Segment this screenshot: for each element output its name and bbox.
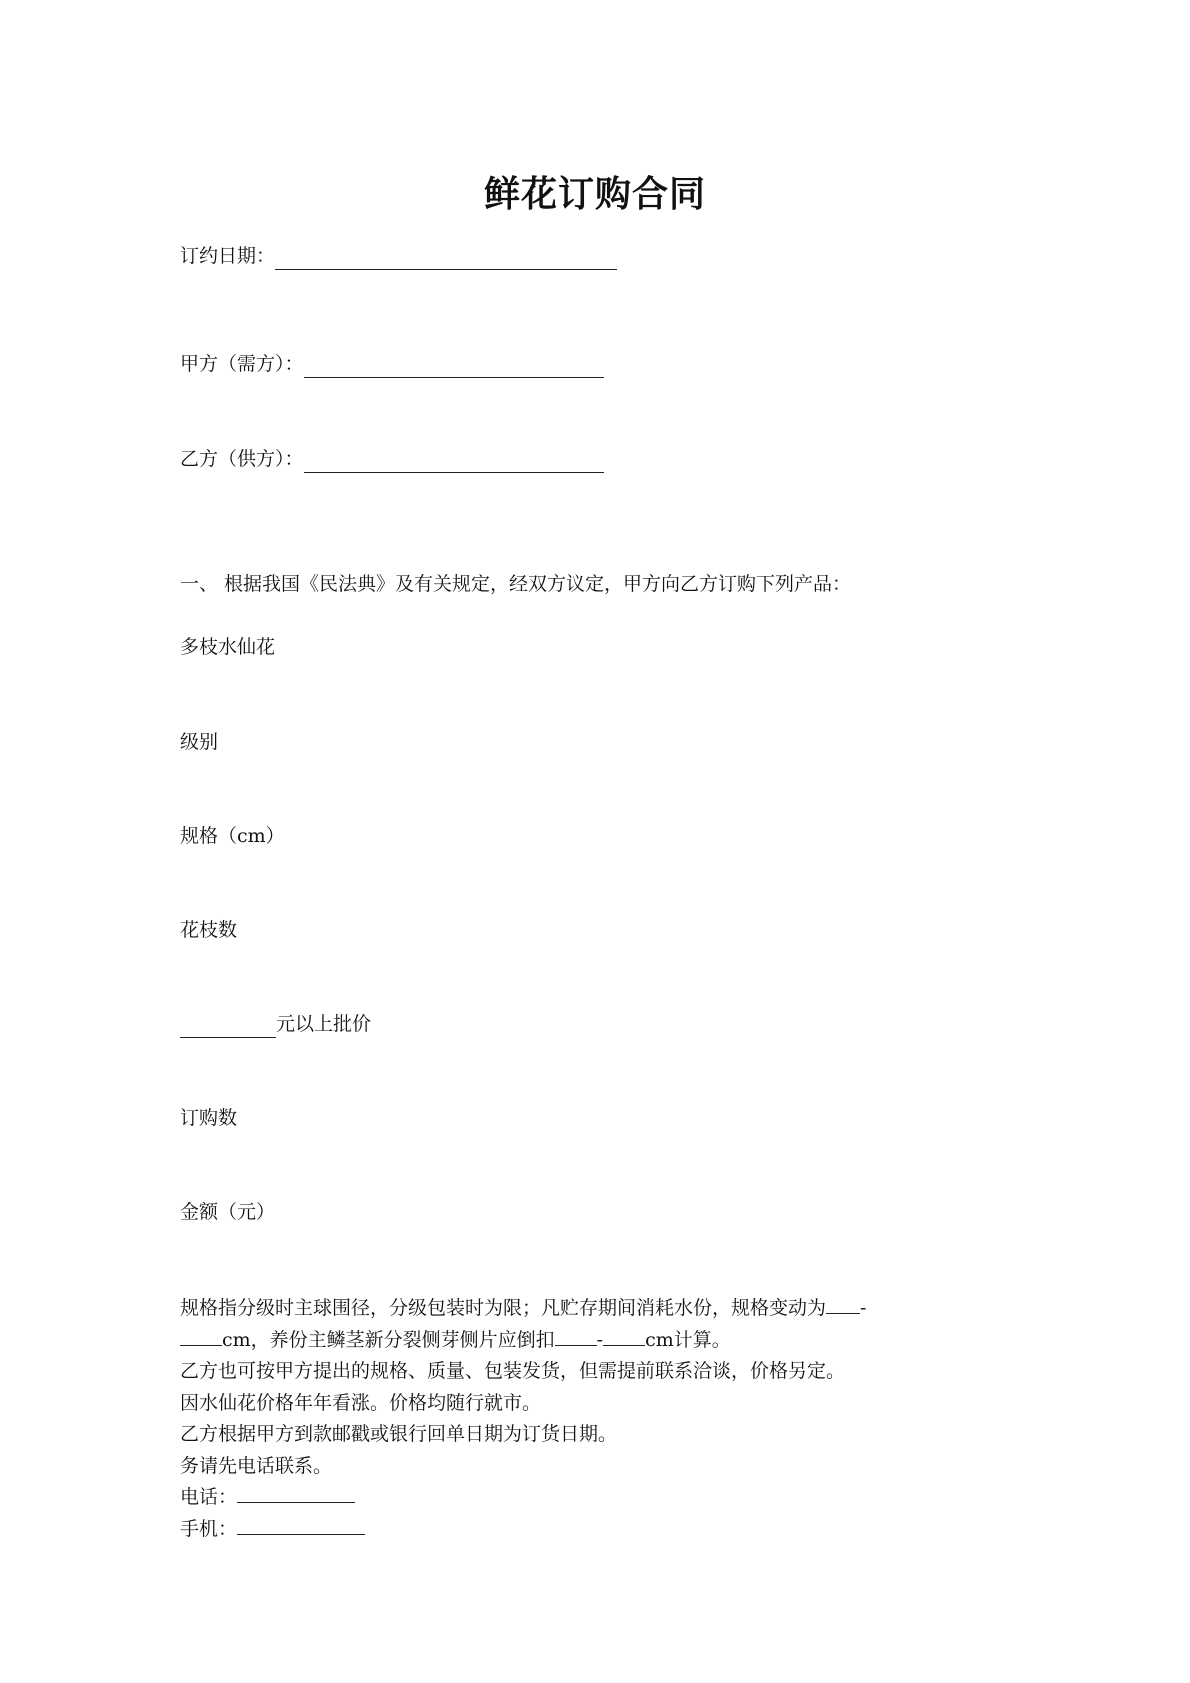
product-item-wholesale-price — [180, 1010, 371, 1038]
spec-range-end-blank[interactable] — [180, 1327, 222, 1346]
product-item-name: 多枝水仙花 — [180, 636, 276, 658]
product-item-grade: 级别 — [180, 731, 219, 753]
phone-label: 电话： — [180, 1486, 238, 1508]
product-item-stems: 花枝数 — [180, 919, 238, 941]
notes-line-6: 务请先电话联系。 — [180, 1454, 333, 1477]
phone-blank[interactable] — [237, 1484, 355, 1503]
party-b-field — [180, 445, 604, 473]
product-item-quantity: 订购数 — [180, 1107, 238, 1129]
party-a-field — [180, 350, 604, 378]
deduct-range-start-blank[interactable] — [555, 1327, 597, 1346]
order-date-field — [180, 242, 617, 270]
wholesale-threshold-blank[interactable] — [180, 1017, 276, 1038]
notes-line-5: 乙方根据甲方到款邮戳或银行回单日期为订货日期。 — [180, 1423, 618, 1445]
party-b-blank[interactable] — [304, 452, 604, 473]
order-date-label: 订约日期： — [180, 245, 276, 267]
notes-line-4: 因水仙花价格年年看涨。价格均随行就市。 — [180, 1391, 542, 1414]
phone-field — [180, 1482, 1020, 1514]
deduct-range-end-blank[interactable] — [603, 1327, 645, 1346]
party-b-label: 乙方（供方）： — [180, 448, 304, 470]
clause-1: 一、 根据我国《民法典》及有关规定，经双方议定，甲方向乙方订购下列产品： — [180, 573, 852, 595]
notes-section — [180, 1293, 1020, 1545]
spec-range-start-blank[interactable] — [826, 1295, 860, 1314]
document-title: 鲜花订购合同 — [483, 173, 706, 215]
party-a-label: 甲方（需方）： — [180, 353, 304, 375]
mobile-field — [180, 1514, 1020, 1546]
mobile-blank[interactable] — [237, 1516, 365, 1535]
notes-line-3: 乙方也可按甲方提出的规格、质量、包装发货，但需提前联系洽谈，价格另定。 — [180, 1360, 846, 1382]
party-a-blank[interactable] — [304, 357, 604, 378]
notes-line-1: 规格指分级时主球围径，分级包装时为限；凡贮存期间消耗水份，规格变动为 - — [180, 1297, 867, 1319]
product-item-spec: 规格（cm） — [180, 825, 285, 847]
product-item-amount: 金额（元） — [180, 1201, 276, 1223]
wholesale-price-label: 元以上批价 — [276, 1013, 372, 1035]
mobile-label: 手机： — [180, 1517, 238, 1540]
notes-line-2: cm，养份主鳞茎新分裂侧芽侧片应倒扣 - cm计算。 — [180, 1325, 1020, 1357]
order-date-blank[interactable] — [275, 249, 617, 270]
